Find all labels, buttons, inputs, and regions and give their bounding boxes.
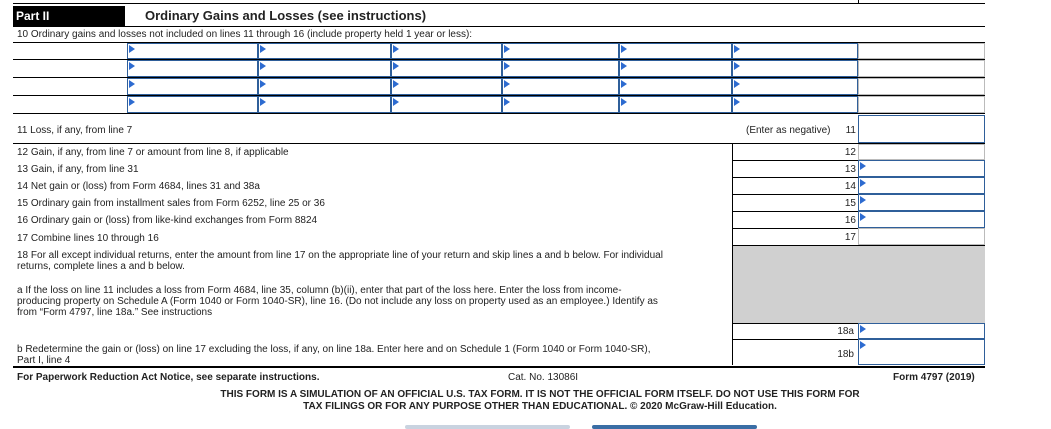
line-10-cell-r2-c1[interactable] (127, 60, 258, 77)
line-11-number: 11 (845, 125, 856, 136)
line-10-cell-r2-c5[interactable] (619, 60, 732, 77)
line-10-cell-r2-c4[interactable] (502, 60, 619, 77)
top-border (13, 3, 985, 4)
line-18b-amount-input[interactable] (858, 339, 985, 365)
arrow-icon (393, 80, 399, 88)
arrow-icon (504, 98, 510, 106)
line-10-cell-r3-c3[interactable] (391, 78, 502, 95)
arrow-icon (260, 45, 266, 53)
arrow-icon (393, 45, 399, 53)
arrow-icon (734, 80, 740, 88)
arrow-icon (860, 325, 866, 333)
line-13-number: 13 (844, 164, 856, 175)
arrow-icon (129, 80, 135, 88)
line-10-cell-r1-c4[interactable] (502, 43, 619, 59)
arrow-icon (129, 98, 135, 106)
arrow-icon (860, 213, 866, 221)
line-18-text-2: returns, complete lines a and b below. (17, 261, 185, 272)
arrow-icon (393, 62, 399, 70)
part-title: Ordinary Gains and Losses (see instructions) (145, 8, 427, 23)
disclaimer-line-1: THIS FORM IS A SIMULATION OF AN OFFICIAL U.S. TAX FORM. IT IS NOT THE OFFICIAL FORM ITSELF. DO NOT USE THIS FORM FOR (220, 389, 860, 400)
line-12-number: 12 (844, 147, 856, 158)
arrow-icon (129, 62, 135, 70)
next-button[interactable] (592, 425, 757, 429)
arrow-icon (504, 45, 510, 53)
arrow-icon (504, 80, 510, 88)
line-10-cell-r3-c1[interactable] (127, 78, 258, 95)
arrow-icon (621, 80, 627, 88)
line-10-cell-r4-c3[interactable] (391, 96, 502, 113)
line-10-cell-r1-c5[interactable] (619, 43, 732, 59)
arrow-icon (260, 62, 266, 70)
line-18a-text-3: from “Form 4797, line 18a.” See instructions (17, 307, 213, 318)
previous-button[interactable] (405, 425, 570, 429)
line-16-amount-input[interactable] (858, 211, 985, 228)
line-13-amount-input[interactable] (858, 160, 985, 177)
line-17-number: 17 (844, 232, 856, 243)
table-row-line (13, 113, 985, 114)
arrow-icon (260, 98, 266, 106)
line-18a-number: 18a (837, 326, 854, 337)
line-10-cell-r4-c6[interactable] (732, 96, 858, 113)
line-12-label: 12 Gain, if any, from line 7 or amount from line 8, if applicable (17, 147, 289, 158)
part-header-bottom (13, 26, 985, 27)
arrow-icon (860, 162, 866, 170)
line-17-label: 17 Combine lines 10 through 16 (17, 233, 159, 244)
line-18b-text-2: Part I, line 4 (17, 355, 71, 366)
arrow-icon (860, 196, 866, 204)
line-10-cell-r4-c5[interactable] (619, 96, 732, 113)
line-10-cell-r3-c2[interactable] (258, 78, 391, 95)
line-11-label: 11 Loss, if any, from line 7 (17, 125, 133, 136)
line-12-amount-input[interactable] (858, 144, 985, 160)
line-15-number: 15 (844, 198, 856, 209)
arrow-icon (260, 80, 266, 88)
line-16-number: 16 (844, 215, 856, 226)
part-badge: Part II (13, 6, 125, 26)
paperwork-notice: For Paperwork Reduction Act Notice, see separate instructions. (17, 372, 320, 383)
line-17-amount-input[interactable] (858, 228, 985, 245)
arrow-icon (504, 62, 510, 70)
disclaimer-line-2: TAX FILINGS OR FOR ANY PURPOSE OTHER THAN EDUCATIONAL. © 2020 McGraw-Hill Education. (303, 401, 777, 412)
line-13-label: 13 Gain, if any, from line 31 (17, 164, 139, 175)
arrow-icon (734, 62, 740, 70)
line-10-cell-r2-c3[interactable] (391, 60, 502, 77)
line-18b-text-1: b Redetermine the gain or (loss) on line 17 excluding the loss, if any, on line 18a. Enter here and on Schedule 1 (Form 1040 or Form 1040-SR), (17, 344, 651, 355)
form-id: Form 4797 (2019) (893, 372, 975, 383)
line-10-cell-r1-c6[interactable] (732, 43, 858, 59)
arrow-icon (129, 45, 135, 53)
line-10-cell-r3-c6[interactable] (732, 78, 858, 95)
line-10-cell-r4-c1[interactable] (127, 96, 258, 113)
shaded-area (733, 246, 985, 323)
line-10-cell-r2-c6[interactable] (732, 60, 858, 77)
line-10-cell-r4-c2[interactable] (258, 96, 391, 113)
arrow-icon (621, 62, 627, 70)
line-14-amount-input[interactable] (858, 177, 985, 194)
cat-number: Cat. No. 13086I (508, 372, 579, 383)
arrow-icon (734, 45, 740, 53)
line-18a-text-1: a If the loss on line 11 includes a loss from Form 4684, line 35, column (b)(ii), enter that part of the loss here. Enter the loss from income- (17, 285, 622, 296)
line-10-cell-r1-c1[interactable] (127, 43, 258, 59)
line-18a-amount-input[interactable] (858, 323, 985, 339)
arrow-icon (734, 98, 740, 106)
line-11-bottom (13, 143, 985, 144)
arrow-icon (621, 98, 627, 106)
arrow-icon (860, 179, 866, 187)
line-10-cell-r1-c7[interactable] (858, 43, 985, 59)
form-bottom (13, 366, 985, 368)
arrow-icon (393, 98, 399, 106)
line-10-cell-r4-c7[interactable] (858, 96, 985, 113)
line-10-cell-r4-c4[interactable] (502, 96, 619, 113)
line-14-label: 14 Net gain or (loss) from Form 4684, lines 31 and 38a (17, 181, 260, 192)
line-10-cell-r1-c3[interactable] (391, 43, 502, 59)
line-10-label: 10 Ordinary gains and losses not included on lines 11 through 16 (include property held 1 year or less): (17, 29, 473, 40)
line-10-cell-r3-c7[interactable] (858, 78, 985, 95)
line-18a-text-2: producing property on Schedule A (Form 1040 or Form 1040-SR), line 16. (Do not include any loss on property used as an employee.) Identify as (17, 296, 658, 307)
line-11-amount-input[interactable] (858, 115, 985, 143)
line-10-cell-r3-c5[interactable] (619, 78, 732, 95)
line-10-cell-r2-c7[interactable] (858, 60, 985, 77)
line-14-number: 14 (844, 181, 856, 192)
line-15-amount-input[interactable] (858, 194, 985, 211)
line-15-label: 15 Ordinary gain from installment sales from Form 6252, line 25 or 36 (17, 198, 325, 209)
arrow-icon (860, 341, 866, 349)
top-divider (858, 0, 859, 3)
line-10-cell-r1-c2[interactable] (258, 43, 391, 59)
line-18-text-1: 18 For all except individual returns, enter the amount from line 17 on the appropriate line of your return and skip lines a and b below. For individual (17, 250, 663, 261)
arrow-icon (621, 45, 627, 53)
line-16-label: 16 Ordinary gain or (loss) from like-kind exchanges from Form 8824 (17, 215, 318, 226)
line-10-cell-r2-c2[interactable] (258, 60, 391, 77)
line-18b-number: 18b (837, 349, 854, 360)
line-10-cell-r3-c4[interactable] (502, 78, 619, 95)
line-11-note: (Enter as negative) (746, 125, 831, 136)
